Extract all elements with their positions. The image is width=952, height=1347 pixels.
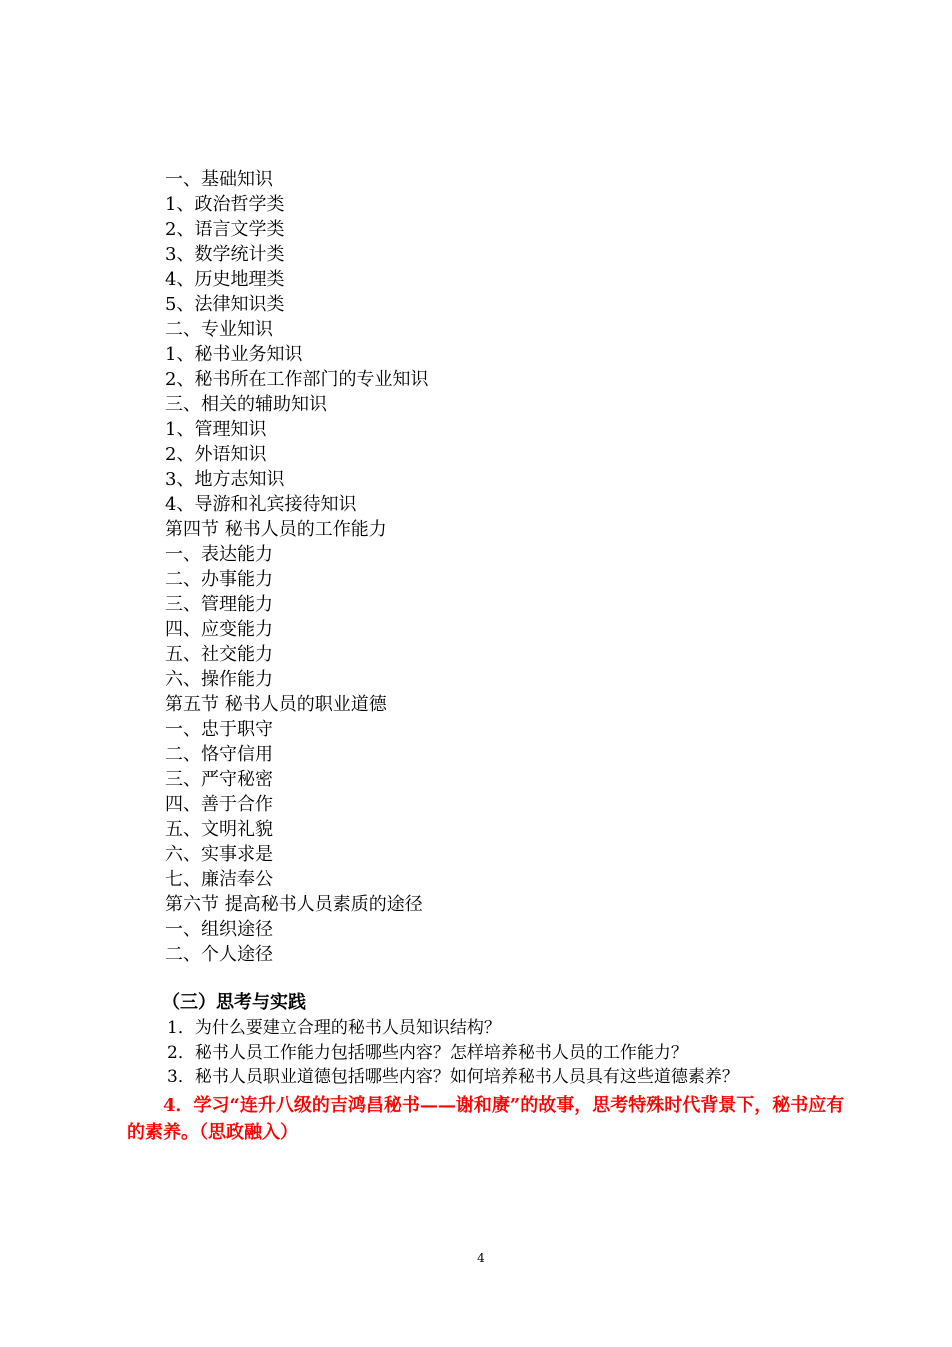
outline-item: 七、廉洁奉公 (165, 869, 273, 890)
outline-item: 1、管理知识 (165, 419, 267, 440)
outline-item: 4、历史地理类 (165, 269, 285, 290)
outline-item: 三、严守秘密 (165, 769, 273, 790)
outline-item: 2、秘书所在工作部门的专业知识 (165, 369, 429, 390)
question-3: 3．秘书人员职业道德包括哪些内容？如何培养秘书人员具有这些道德素养？ (167, 1067, 739, 1087)
outline-item: 3、地方志知识 (165, 469, 285, 490)
outline-item: 二、办事能力 (165, 569, 273, 590)
outline-item: 六、实事求是 (165, 844, 273, 865)
outline-item: 五、文明礼貌 (165, 819, 273, 840)
outline-item: 五、社交能力 (165, 644, 273, 665)
section-heading: 第五节 秘书人员的职业道德 (165, 694, 387, 715)
outline-item: 二、恪守信用 (165, 744, 273, 765)
outline-item: 一、组织途径 (165, 919, 273, 940)
outline-item: 3、数学统计类 (165, 244, 285, 265)
outline-item: 六、操作能力 (165, 669, 273, 690)
section-heading: 第四节 秘书人员的工作能力 (165, 519, 387, 540)
question-4-highlighted: 4．学习“连升八级的吉鸿昌秘书——谢和赓”的故事，思考特殊时代背景下，秘书应有的素养。（思政融入） (127, 1095, 845, 1143)
outline-item: 二、专业知识 (165, 319, 273, 340)
outline-item: 1、秘书业务知识 (165, 344, 303, 365)
outline-item: 4、导游和礼宾接待知识 (165, 494, 357, 515)
section-heading: 第六节 提高秘书人员素质的途径 (165, 894, 423, 915)
outline-item: 5、法律知识类 (165, 294, 285, 315)
page-number: 4 (477, 1251, 485, 1265)
outline-item: 一、表达能力 (165, 544, 273, 565)
outline-item: 四、应变能力 (165, 619, 273, 640)
outline-item: 2、外语知识 (165, 444, 267, 465)
chapter-outline (165, 167, 428, 967)
outline-item: 三、相关的辅助知识 (165, 394, 327, 415)
outline-item: 1、政治哲学类 (165, 194, 285, 215)
question-1: 1．为什么要建立合理的秘书人员知识结构？ (167, 1018, 501, 1038)
outline-item: 三、管理能力 (165, 594, 273, 615)
practice-heading: （三）思考与实践 (162, 992, 306, 1013)
outline-item: 2、语言文学类 (165, 219, 285, 240)
outline-item: 二、个人途径 (165, 944, 273, 965)
outline-item: 一、忠于职守 (165, 719, 273, 740)
outline-item: 四、善于合作 (165, 794, 273, 815)
outline-item: 一、基础知识 (165, 169, 273, 190)
question-2: 2．秘书人员工作能力包括哪些内容？怎样培养秘书人员的工作能力？ (167, 1043, 688, 1063)
